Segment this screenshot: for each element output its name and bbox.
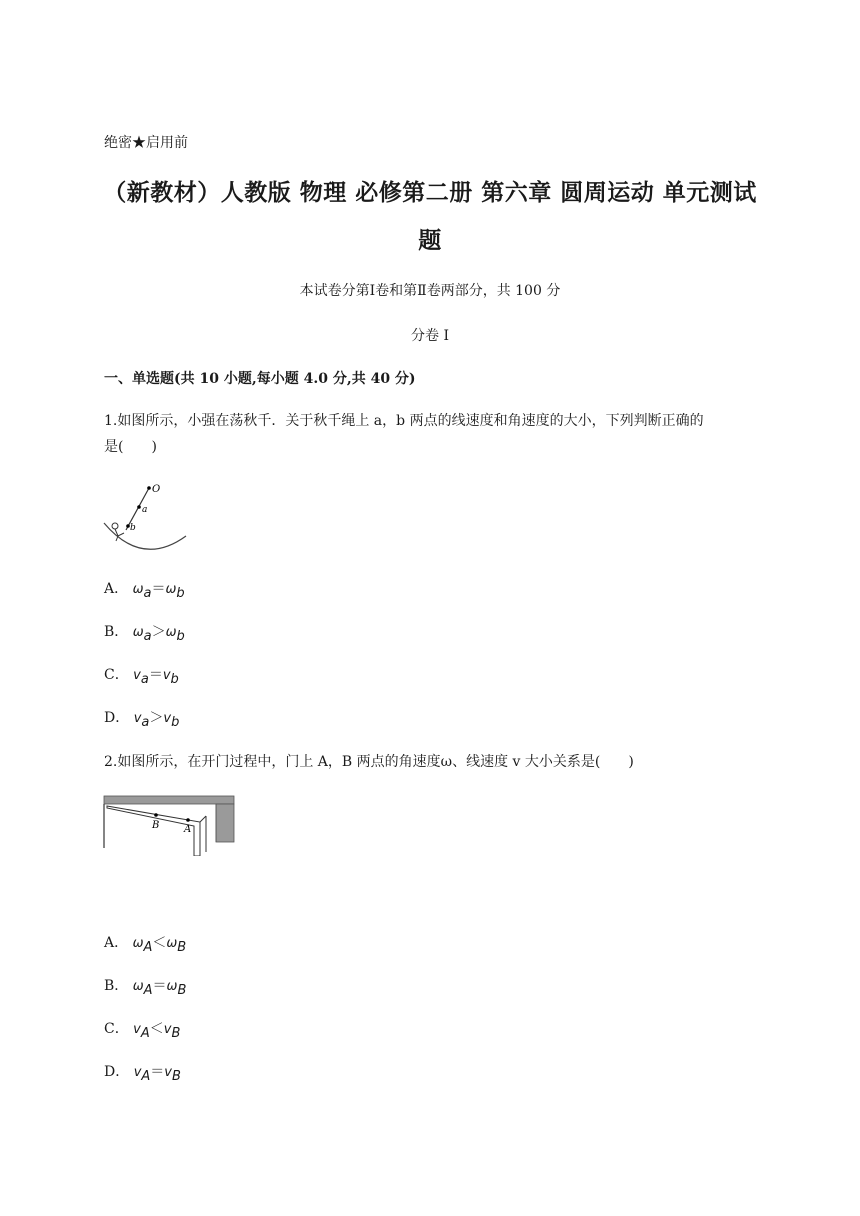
option-op: ＞ <box>149 710 164 726</box>
question-2-stem-line1: 2.如图所示，在开门过程中，门上 A，B 两点的角速度ω、线速度 v 大小关系是( ) <box>104 754 634 770</box>
option-lhs-sub: a <box>140 671 149 687</box>
label-a: a <box>142 505 148 515</box>
question-2-stem <box>104 749 764 775</box>
option-op: ＞ <box>151 624 166 640</box>
option-rhs: ω <box>166 936 178 951</box>
option-lhs-sub: A <box>143 939 153 955</box>
child-figure <box>112 523 124 541</box>
option-rhs: v <box>162 668 171 683</box>
option-rhs: v <box>164 1065 172 1080</box>
option-letter: D． <box>104 710 130 726</box>
option-lhs-sub: A <box>143 982 153 998</box>
wall-right <box>216 804 234 842</box>
option-lhs: v <box>133 668 141 683</box>
option-rhs-sub: b <box>171 714 180 730</box>
wall-top <box>104 796 234 804</box>
question-2-option-d[interactable] <box>104 1061 181 1084</box>
option-lhs: ω <box>132 979 144 994</box>
exam-subtitle: 本试卷分第Ⅰ卷和第Ⅱ卷两部分，共 100 分 <box>299 283 561 299</box>
option-lhs: v <box>133 1022 141 1037</box>
point-a <box>137 505 141 509</box>
option-op: ＜ <box>149 1021 164 1037</box>
secret-mark: 绝密★启用前 <box>104 135 188 151</box>
question-1-option-a[interactable] <box>104 578 185 601</box>
section-heading: 一、单选题(共 10 小题,每小题 4.0 分,共 40 分) <box>104 371 416 387</box>
option-rhs-sub: B <box>172 1068 181 1084</box>
question-2-option-b[interactable] <box>104 975 186 998</box>
option-lhs-sub: a <box>143 628 152 644</box>
option-rhs: ω <box>165 582 177 597</box>
option-lhs: ω <box>132 582 144 597</box>
question-2-option-c[interactable] <box>104 1018 180 1041</box>
option-op: ＜ <box>152 935 167 951</box>
option-rhs: ω <box>166 979 178 994</box>
option-lhs-sub: a <box>141 714 150 730</box>
question-1-stem-line1: 1.如图所示，小强在荡秋千．关于秋千绳上 a，b 两点的线速度和角速度的大小，下列判断正确的 <box>104 413 704 429</box>
question-1-stem <box>104 408 764 460</box>
page-title-line1: （新教材）人教版 物理 必修第二册 第六章 圆周运动 单元测试 <box>103 180 757 206</box>
option-op: ＝ <box>152 978 167 994</box>
part-label: 分卷 I <box>411 328 449 344</box>
option-rhs-sub: b <box>176 585 185 601</box>
point-o <box>147 486 151 490</box>
option-rhs: ω <box>165 625 177 640</box>
option-rhs-sub: B <box>177 982 187 998</box>
option-op: ＝ <box>148 667 163 683</box>
option-op: ＝ <box>150 1064 165 1080</box>
label-b: b <box>130 523 136 533</box>
page-title-line2: 题 <box>418 228 442 254</box>
option-lhs-sub: A <box>141 1068 151 1084</box>
option-letter: A． <box>104 581 129 597</box>
option-lhs-sub: a <box>143 585 152 601</box>
option-lhs-sub: A <box>140 1025 150 1041</box>
option-rhs-sub: B <box>171 1025 181 1041</box>
option-rhs-sub: B <box>177 939 187 955</box>
question-2-option-a[interactable] <box>104 932 186 955</box>
option-rhs: v <box>163 711 172 726</box>
option-letter: C． <box>104 1021 129 1037</box>
option-letter: B． <box>104 624 129 640</box>
point-b <box>154 813 158 817</box>
question-1-option-b[interactable] <box>104 621 185 644</box>
question-1-option-c[interactable] <box>104 664 179 687</box>
label-b: B <box>152 820 160 831</box>
swing-arc <box>104 523 186 549</box>
option-op: ＝ <box>151 581 166 597</box>
option-lhs: v <box>133 711 142 726</box>
question-2-door-figure <box>102 794 238 856</box>
label-a: A <box>184 824 192 835</box>
option-rhs-sub: b <box>176 628 185 644</box>
option-letter: C． <box>104 667 129 683</box>
point-a <box>186 818 190 822</box>
option-letter: D． <box>104 1064 130 1080</box>
question-1-swing-figure <box>102 478 192 558</box>
option-letter: B． <box>104 978 129 994</box>
option-letter: A． <box>104 935 129 951</box>
label-o: O <box>152 484 161 495</box>
option-lhs: ω <box>132 625 144 640</box>
option-rhs-sub: b <box>170 671 179 687</box>
option-lhs: v <box>133 1065 142 1080</box>
option-rhs: v <box>163 1022 172 1037</box>
question-1-option-d[interactable] <box>104 707 179 730</box>
question-1-stem-line2: 是( ) <box>104 439 157 455</box>
option-lhs: ω <box>132 936 144 951</box>
